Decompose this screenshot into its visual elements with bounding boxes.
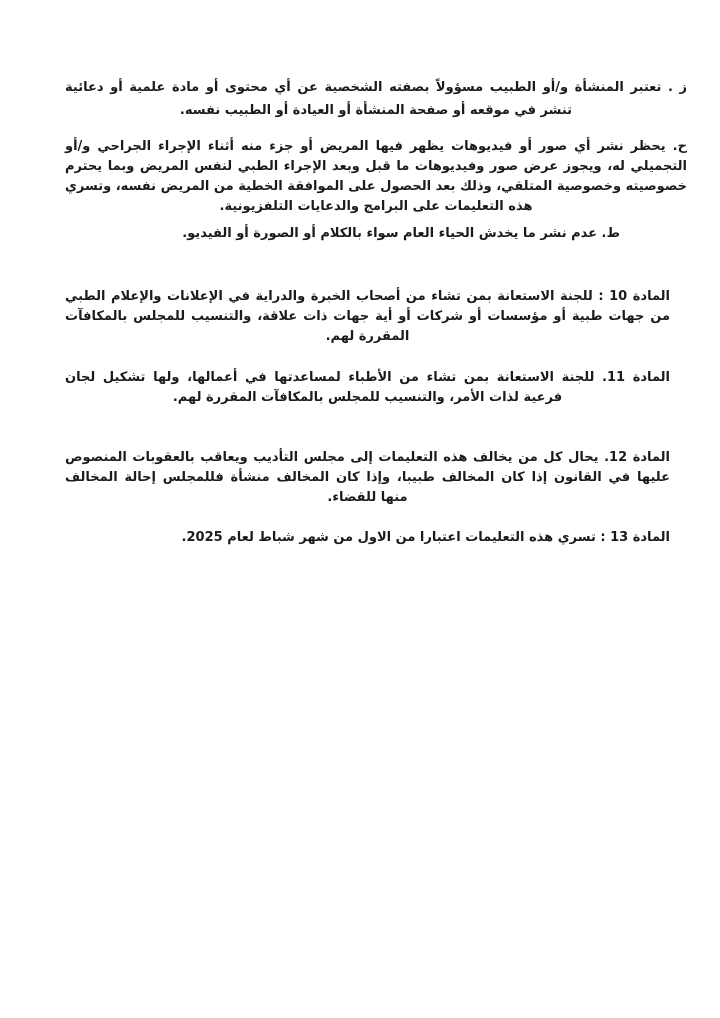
clause-z-paragraph: ز . تعتبر المنشأة و/أو الطبيب مسؤولاً بصفته الشخصية عن أي محتوى أو مادة علمية أو دعائية تنشر في موقعه أو صفحة المنشأة أو العيادة أو الطبيب نفسه. <box>65 80 687 118</box>
article-11-paragraph: المادة 11. للجنة الاستعانة بمن تشاء من الأطباء لمساعدتها في أعمالها، ولها تشكيل لجان فرعية لذات الأمر، والتنسيب للمجلس بالمكافآت المقررة لهم. <box>65 370 670 405</box>
clause-t-paragraph: ط. عدم نشر ما يخدش الحياء العام سواء بالكلام أو الصورة أو الفيديو. <box>182 226 620 241</box>
clause-h-paragraph: ح. يحظر نشر أي صور أو فيديوهات يظهر فيها المريض أو جزء منه أثناء الإجراء الجراحي و/أو التجميلي له، ويجوز عرض صور وفيديوهات ما قبل وبعد الإجراء الطبي لنفس المريض وبما يحترم خصوصيته وخصوصية المتلقي، وذلك بعد الحصول على الموافقة الخطية من المريض نفسه، وتسري هذه التعليمات على البرامج والدعايات التلفزيونية. <box>65 139 687 214</box>
article-12-paragraph: المادة 12. يحال كل من يخالف هذه التعليمات إلى مجلس التأديب ويعاقب بالعقوبات المنصوص عليها في القانون إذا كان المخالف طبيبا، وإذا كان المخالف منشأة فللمجلس إحالة المخالف منها للقضاء. <box>65 450 670 505</box>
article-10-paragraph: المادة 10 : للجنة الاستعانة بمن تشاء من أصحاب الخبرة والدراية في الإعلانات والإعلام الطبي من جهات طبية أو مؤسسات أو شركات أو أية جهات ذات علاقة، والتنسيب للمجلس بالمكافآت المقررة لهم. <box>65 289 671 344</box>
article-13-paragraph: المادة 13 : تسري هذه التعليمات اعتبارا من الاول من شهر شباط لعام 2025. <box>181 530 670 545</box>
